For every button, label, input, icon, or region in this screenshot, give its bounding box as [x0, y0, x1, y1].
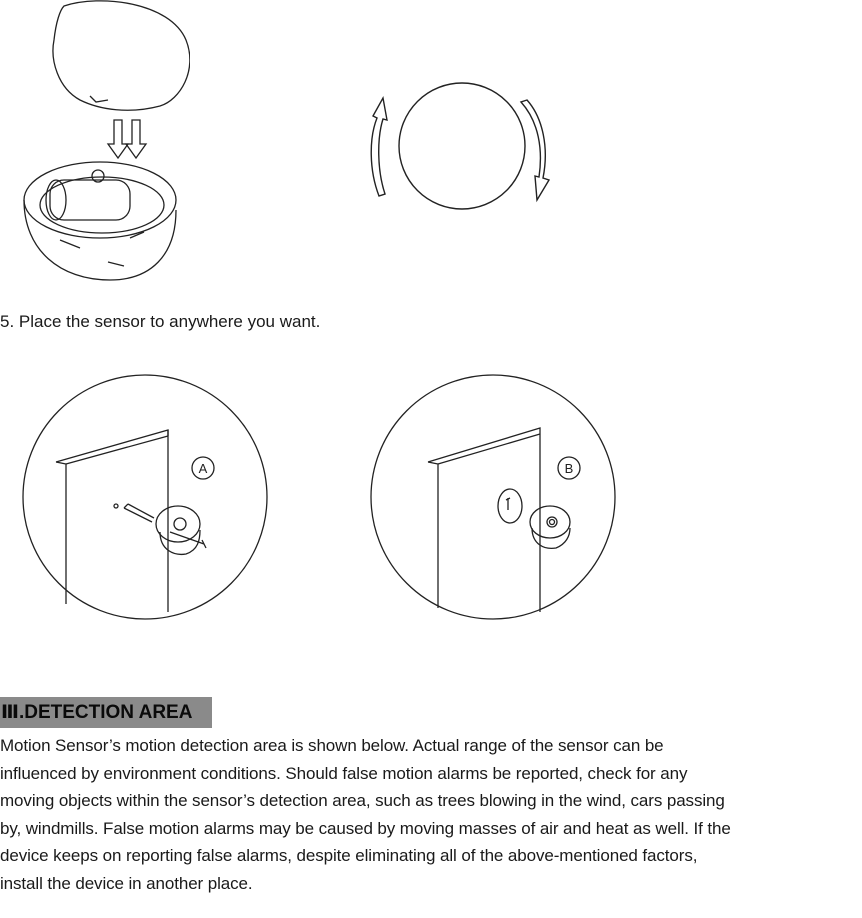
wall-screw-illustration — [20, 372, 270, 622]
mounted-sensor-illustration — [368, 372, 618, 622]
step-5-instruction: 5. Place the sensor to anywhere you want. — [0, 312, 321, 331]
paragraph-line: Motion Sensor’s motion detection area is shown below. Actual range of the sensor can be — [0, 736, 664, 755]
down-arrows-icon — [108, 120, 146, 158]
section-heading: Ⅲ.DETECTION AREA — [0, 697, 212, 728]
sensor-base-illustration — [24, 162, 176, 280]
sensor-cover-illustration — [53, 1, 190, 110]
paragraph-line: install the device in another place. — [0, 873, 253, 893]
paragraph-line: device keeps on reporting false alarms, despite eliminating all of the above-mentioned factors, — [0, 846, 698, 866]
callout-b-label: B — [564, 461, 574, 476]
paragraph-line: influenced by environment conditions. Should false motion alarms be reported, check for any — [0, 763, 688, 783]
rotate-clockwise-icon — [365, 78, 560, 218]
callout-a-label: A — [198, 461, 208, 476]
detection-area-paragraph — [0, 732, 862, 898]
sensor-assembly-illustration — [20, 0, 190, 285]
paragraph-line: moving objects within the sensor’s detection area, such as trees blowing in the wind, cars passing — [0, 791, 725, 811]
paragraph-line: by, windmills. False motion alarms may be caused by moving masses of air and heat as well. If the — [0, 818, 731, 838]
